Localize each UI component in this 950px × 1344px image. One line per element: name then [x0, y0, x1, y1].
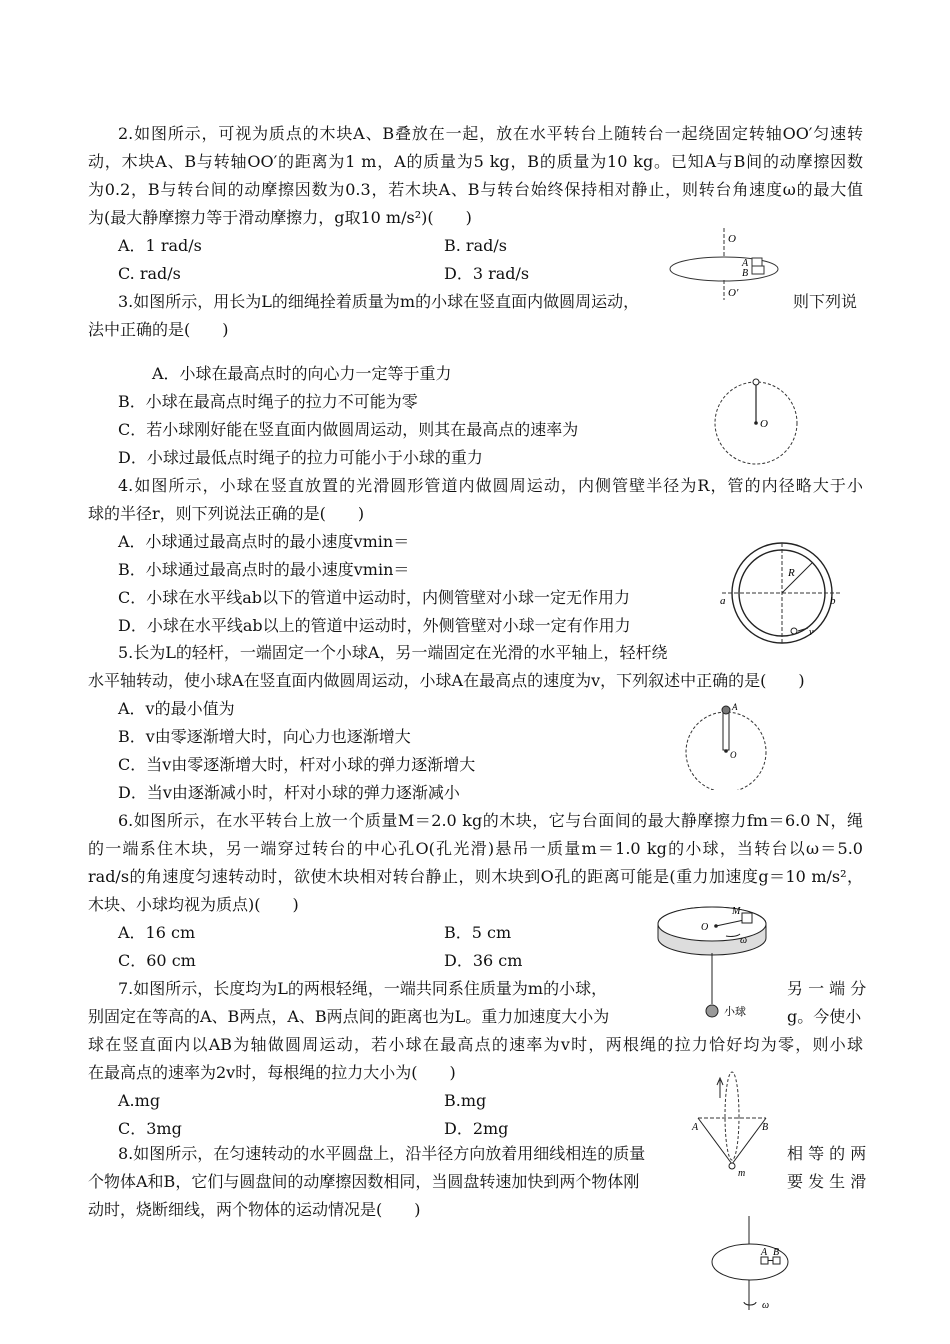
- q3-option-b: B．小球在最高点时绳子的拉力不可能为零: [118, 392, 418, 411]
- q8-stem-line-2-right: 要 发 生 滑: [787, 1172, 867, 1191]
- q6-stem-line-4: 木块、小球均视为质点)( ): [88, 895, 299, 914]
- q2-label-b: B: [742, 268, 749, 279]
- q4-stem-line-1: 4.如图所示，小球在竖直放置的光滑圆形管道内做圆周运动，内侧管壁半径为R，管的内径略大于小: [118, 476, 863, 495]
- q7-option-d: D．2mg: [444, 1119, 509, 1138]
- q5-option-d: D．当v由逐渐减小时，杆对小球的弹力逐渐减小: [118, 783, 460, 802]
- q5-label-a: A: [732, 702, 738, 712]
- q6-option-c: C．60 cm: [118, 951, 196, 970]
- q4-stem-line-2: 球的半径r，则下列说法正确的是( ): [88, 504, 365, 523]
- q8-label-a: A: [761, 1247, 768, 1258]
- q7-stem-line-1-right: 另 一 端 分: [787, 979, 867, 998]
- q5-option-c: C．当v由零逐渐增大时，杆对小球的弹力逐渐增大: [118, 755, 476, 774]
- q8-stem-line-1-right: 相 等 的 两: [787, 1144, 867, 1163]
- q6-option-b: B．5 cm: [444, 923, 512, 942]
- q7-option-a: A.mg: [118, 1091, 161, 1110]
- q2-stem-line-1: 2.如图所示，可视为质点的木块A、B叠放在一起，放在水平转台上随转台一起绕固定转轴OO′匀速转: [118, 124, 863, 143]
- q6-option-a: A．16 cm: [118, 923, 196, 942]
- q4-option-a: A．小球通过最高点时的最小速度vmin＝: [118, 532, 410, 551]
- q2-turntable-figure: [668, 228, 788, 300]
- q4-label-a: a: [720, 595, 726, 607]
- q6-option-d: D．36 cm: [444, 951, 523, 970]
- q2-option-b: B. rad/s: [444, 236, 507, 255]
- q3-option-c: C．若小球刚好能在竖直面内做圆周运动，则其在最高点的速率为: [118, 420, 579, 439]
- q7-option-b: B.mg: [444, 1091, 487, 1110]
- q3-stem-line-1-right: 则下列说: [793, 292, 858, 311]
- q8-label-b: B: [773, 1247, 780, 1258]
- q2-label-a: A: [742, 258, 749, 269]
- q3-label-o: O: [760, 418, 768, 430]
- q8-label-omega: ω: [762, 1300, 770, 1311]
- q3-stem-line-2: 法中正确的是( ): [88, 320, 229, 339]
- q4-option-b: B．小球通过最高点时的最小速度vmin＝: [118, 560, 410, 579]
- q7-label-m: m: [738, 1168, 746, 1178]
- q8-stem-line-3: 动时，烧断细线，两个物体的运动情况是( ): [88, 1200, 421, 1219]
- q2-option-a: A．1 rad/s: [118, 236, 202, 255]
- q7-stem-line-1-left: 7.如图所示，长度均为L的两根轻绳，一端共同系住质量为m的小球，: [118, 979, 608, 998]
- q7-stem-line-3: 球在竖直面内以AB为轴做圆周运动，若小球在最高点的速率为v时，两根绳的拉力恰好均为零，则小球: [88, 1035, 863, 1054]
- q3-circle-figure: [708, 374, 804, 470]
- q2-stem-line-2: 动，木块A、B与转轴OO′的距离为1 m，A的质量为5 kg，B的质量为10 kg。已知A与B间的动摩擦因数: [88, 152, 863, 171]
- q2-option-c: C. rad/s: [118, 264, 181, 283]
- q5-rod-figure: [680, 700, 780, 790]
- q6-label-o: O: [701, 922, 709, 933]
- q6-label-ball: 小球: [724, 1006, 746, 1018]
- q7-stem-line-4: 在最高点的速率为2v时，每根绳的拉力大小为( ): [88, 1063, 456, 1082]
- q7-label-b: B: [762, 1122, 769, 1133]
- q4-label-r: R: [788, 567, 795, 579]
- q3-option-d: D．小球过最低点时绳子的拉力可能小于小球的重力: [118, 448, 483, 467]
- q8-disc-figure: [706, 1214, 802, 1314]
- q5-option-a: A．v的最小值为: [118, 699, 235, 718]
- q4-label-b: b: [830, 595, 836, 607]
- q5-stem-line-2: 水平轴转动，使小球A在竖直面内做圆周运动，小球A在最高点的速度为v，下列叙述中正确的是( ): [88, 671, 805, 690]
- q6-stem-line-3: rad/s的角速度匀速转动时，欲使木块相对转台静止，则木块到O孔的距离可能是(重力加速度g＝10 m/s²，: [88, 867, 863, 886]
- q3-stem-line-1-left: 3.如图所示，用长为L的细绳拴着质量为m的小球在竖直面内做圆周运动，: [118, 292, 640, 311]
- q6-label-m: M: [732, 906, 741, 917]
- q7-stem-line-2-left: 别固定在等高的A、B两点，A、B两点间的距离也为L。重力加速度大小为: [88, 1007, 610, 1026]
- q7-option-c: C．3mg: [118, 1119, 182, 1138]
- q7-stem-line-2-right: g。今使小: [787, 1007, 862, 1026]
- q4-label-v: v: [809, 627, 814, 638]
- q3-option-a: A．小球在最高点时的向心力一定等于重力: [152, 364, 452, 383]
- q8-stem-line-2-left: 个物体A和B，它们与圆盘间的动摩擦因数相同，当圆盘转速加快到两个物体刚: [88, 1172, 640, 1191]
- q7-two-rope-figure: [690, 1066, 780, 1178]
- q6-label-omega: ω: [740, 935, 748, 946]
- q7-label-a: A: [692, 1122, 699, 1133]
- q2-option-d: D．3 rad/s: [444, 264, 530, 283]
- q4-option-d: D．小球在水平线ab以上的管道中运动时，外侧管壁对小球一定有作用力: [118, 616, 631, 635]
- q2-stem-line-3: 为0.2，B与转台间的动摩擦因数为0.3，若木块A、B与转台始终保持相对静止，则转台角速度ω的最大值: [88, 180, 863, 199]
- q5-stem-line-1: 5.长为L的轻杆，一端固定一个小球A，另一端固定在光滑的水平轴上，轻杆绕: [118, 643, 668, 662]
- q5-label-o: O: [730, 750, 737, 760]
- q2-label-o: O: [728, 233, 736, 245]
- q6-stem-line-1: 6.如图所示，在水平转台上放一个质量M＝2.0 kg的木块，它与台面间的最大静摩擦力fm＝6.0 N，绳: [118, 811, 863, 830]
- q8-stem-line-1-left: 8.如图所示，在匀速转动的水平圆盘上，沿半径方向放着用细线相连的质量: [118, 1144, 646, 1163]
- q6-turntable-figure: [654, 898, 776, 1024]
- q2-label-o-prime: O′: [728, 287, 739, 299]
- q4-option-c: C．小球在水平线ab以下的管道中运动时，内侧管壁对小球一定无作用力: [118, 588, 631, 607]
- q5-option-b: B．v由零逐渐增大时，向心力也逐渐增大: [118, 727, 411, 746]
- q4-tube-figure: [718, 538, 844, 648]
- q6-stem-line-2: 的一端系住木块，另一端穿过转台的中心孔O(孔光滑)悬吊一质量m＝1.0 kg的小球，当转台以ω＝5.0: [88, 839, 863, 858]
- q2-stem-line-4: 为(最大静摩擦力等于滑动摩擦力，g取10 m/s²)( ): [88, 208, 472, 227]
